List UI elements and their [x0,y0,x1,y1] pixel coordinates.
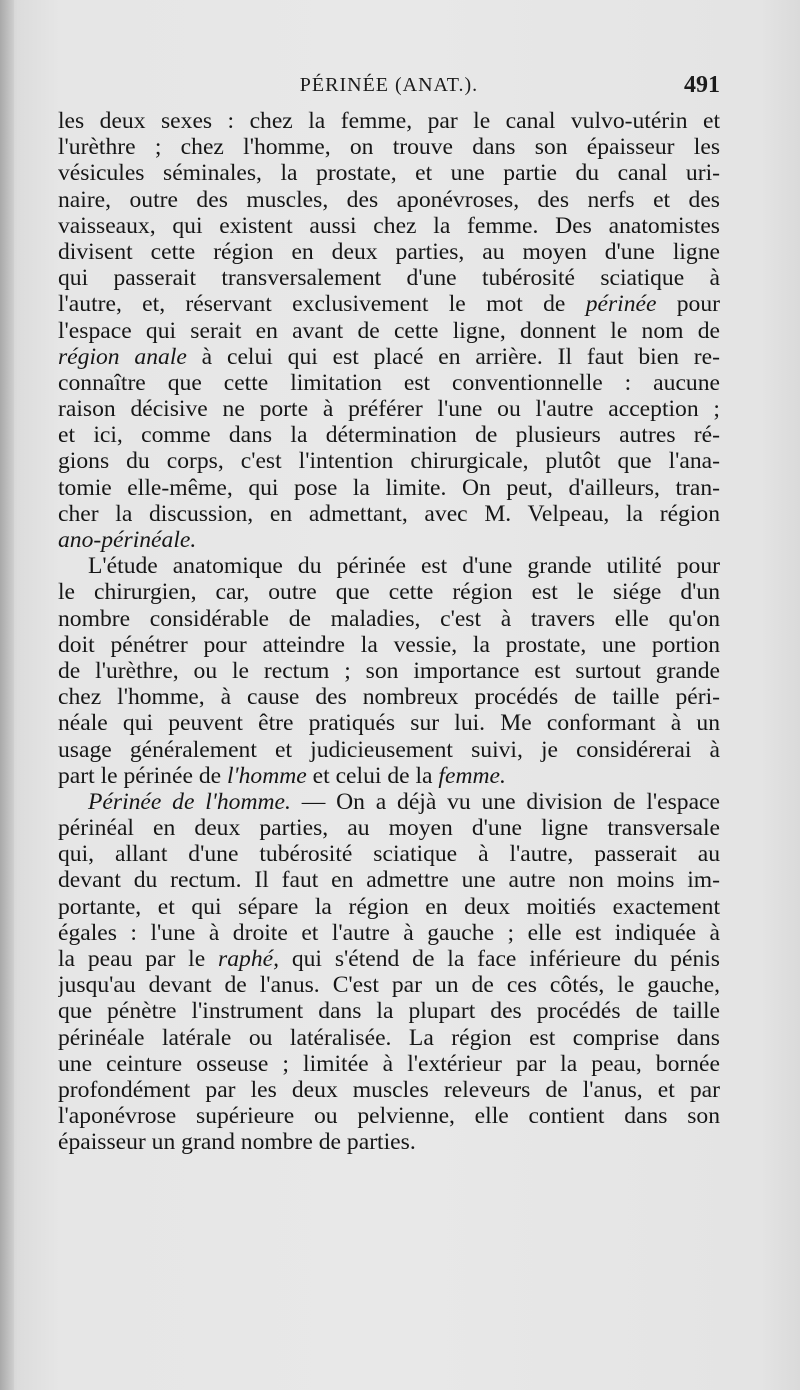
text-run: à celui qui est placé en arrière. Il faut bien re- [186,343,720,370]
text-line: de l'urèthre, ou le rectum ; son importance est surtout grande [58,657,720,684]
text-line: l'espace qui serait en avant de cette ligne, donnent le nom de [58,317,720,344]
text-line [58,763,720,789]
text-run: — On a déjà vu une division de l'espace [290,788,720,815]
text-line: nombre considérable de maladies, c'est à travers elle qu'on [58,605,720,632]
text-run: l'autre, et, réservant exclusivement le mot de [58,291,586,318]
text-line [58,291,720,317]
text-line: le chirurgien, car, outre que cette région est le siége d'un [58,579,720,606]
text-line: gions du corps, c'est l'intention chirurgicale, plutôt que l'ana- [58,448,720,475]
text-line: connaître que cette limitation est conventionnelle : aucune [58,369,720,396]
text-line: vaisseaux, qui existent aussi chez la femme. Des anatomistes [58,212,720,239]
text-line: l'urèthre ; chez l'homme, on trouve dans son épaisseur les [58,134,720,161]
text-line: périnéal en deux parties, au moyen d'une ligne transversale [58,815,720,842]
text-run: et celui de la [306,762,439,789]
text-line: néale qui peuvent être pratiqués sur lui. Me conformant à un [58,710,720,737]
text-line: l'aponévrose supérieure ou pelvienne, elle contient dans son [58,1103,720,1130]
italic-term: raphé, [218,946,279,972]
page-number: 491 [684,72,720,98]
text-line: une ceinture osseuse ; limitée à l'extérieur par la peau, bornée [58,1050,720,1077]
body-text [58,108,720,1156]
text-run: part le périnée de [58,762,227,789]
text-line: vésicules séminales, la prostate, et une partie du canal uri- [58,160,720,187]
text-line: L'étude anatomique du périnée est d'une grande utilité pour [88,553,720,580]
text-line: jusqu'au devant de l'anus. C'est par un de ces côtés, le gauche, [58,972,720,999]
text-line: qui, allant d'une tubérosité sciatique à l'autre, passerait au [58,841,720,868]
text-run: la peau par le [58,946,219,972]
italic-term: région anale [58,343,187,370]
text-line: naire, outre des muscles, des aponévroses, des nerfs et des [58,186,720,213]
text-line: devant du rectum. Il faut en admettre une autre non moins im- [58,867,720,894]
running-title: PÉRINÉE (ANAT.). [299,74,479,96]
text-line: les deux sexes : chez la femme, par le canal vulvo-utérin et [58,108,720,134]
italic-term: ano-périnéale. [58,527,197,553]
text-line: épaisseur un grand nombre de parties. [58,1129,416,1156]
text-line [58,344,720,370]
text-line: chez l'homme, à cause des nombreux procédés de taille péri- [58,684,720,711]
text-line: égales : l'une à droite et l'autre à gauche ; elle est indiquée à [58,919,720,946]
italic-term: l'homme [227,762,307,789]
text-line: périnéale latérale ou latéralisée. La région est comprise dans [58,1024,720,1051]
text-line [58,946,720,972]
binding-gutter [0,0,14,1390]
italic-term: périnée [585,291,657,318]
text-line: cher la discussion, en admettant, avec M. Velpeau, la région [58,500,720,527]
section-heading: Périnée de l'homme. [88,788,291,815]
text-line: doit pénétrer pour atteindre la vessie, la prostate, une portion [58,631,720,658]
text-line: raison décisive ne porte à préférer l'une ou l'autre acception ; [58,396,720,423]
text-line: divisent cette région en deux parties, au moyen d'une ligne [58,238,720,265]
text-run: pour [656,291,720,318]
text-line: usage généralement et judicieusement suivi, je considérerai à [58,736,720,763]
text-line: qui passerait transversalement d'une tubérosité sciatique à [58,265,720,292]
italic-term: femme. [438,762,506,789]
text-line: et ici, comme dans la détermination de plusieurs autres ré- [58,422,720,449]
text-line: que pénètre l'instrument dans la plupart des procédés de taille [58,998,720,1025]
text-line: tomie elle-même, qui pose la limite. On peut, d'ailleurs, tran- [58,474,720,501]
text-line: portante, et qui sépare la région en deux moitiés exactement [58,893,720,920]
text-line [58,527,720,553]
text-line: profondément par les deux muscles releveurs de l'anus, et par [58,1076,720,1103]
text-run: qui s'étend de la face inférieure du pénis [279,946,720,972]
running-head [58,72,720,106]
text-line [58,789,720,815]
